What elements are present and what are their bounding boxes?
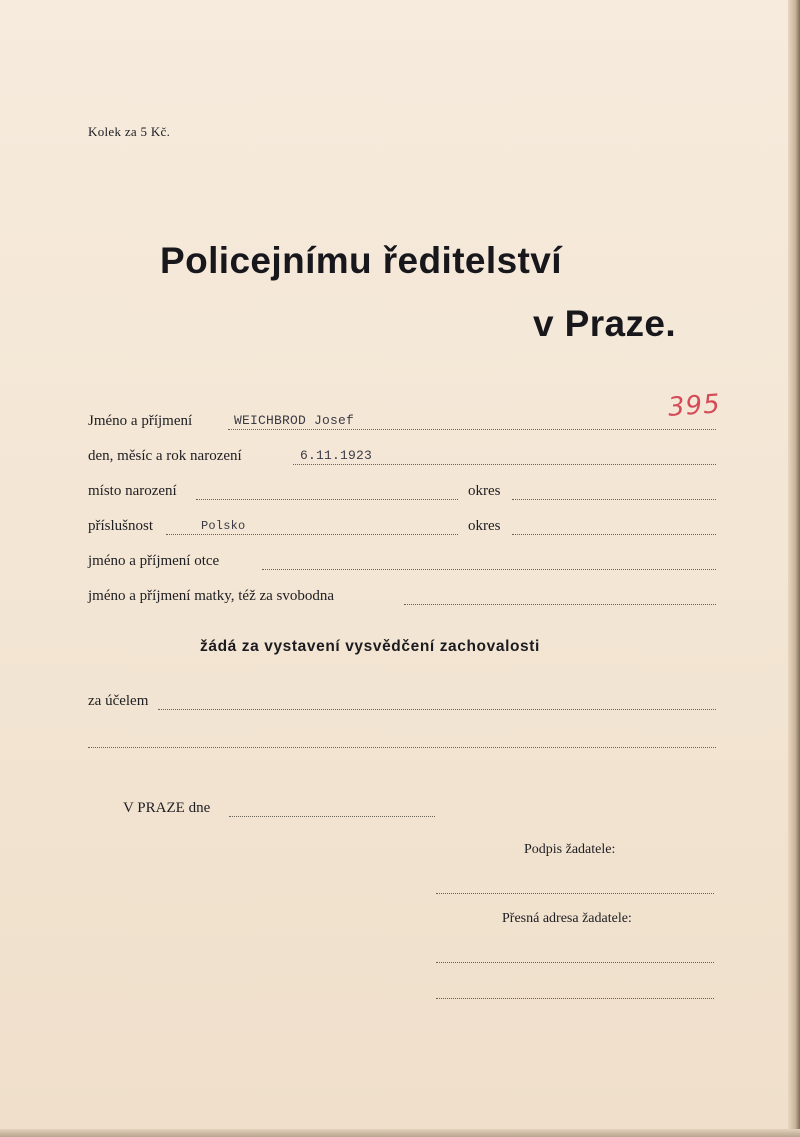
name-value: WEICHBROD Josef [234,413,355,428]
father-label: jméno a příjmení otce [88,553,220,569]
citizenship-label: příslušnost [88,518,154,534]
purpose-row [88,690,716,712]
name-line[interactable] [228,429,716,430]
birthplace-district-line[interactable] [512,499,716,500]
birthplace-label: místo narození [88,483,177,499]
mother-line[interactable] [404,604,716,605]
birthdate-value: 6.11.1923 [300,448,373,463]
purpose-label: za účelem [88,693,149,709]
citizenship-value: Polsko [201,519,246,533]
citizenship-district-label: okres [468,518,501,534]
name-label: Jméno a příjmení [88,413,193,429]
mother-row [88,585,716,607]
date-line[interactable] [229,816,435,817]
birthplace-district-label: okres [468,483,501,499]
request-statement: žádá za vystavení vysvědčení zachovalosti [200,638,540,655]
signature-line[interactable] [436,893,714,894]
birthplace-row [88,480,716,502]
birthplace-line[interactable] [196,499,458,500]
citizenship-district-line[interactable] [512,534,716,535]
paper-edge-right [788,0,800,1137]
name-row [88,410,716,432]
purpose-line[interactable] [158,709,716,710]
address-line-1[interactable] [436,962,714,963]
birthdate-row [88,445,716,467]
title-line-2: v Praze. [533,303,677,344]
purpose-row-2 [88,728,716,750]
address-line-2[interactable] [436,998,714,999]
stamp-fee-note: Kolek za 5 Kč. [88,124,171,139]
address-label: Přesná adresa žadatele: [502,911,632,926]
father-line[interactable] [262,569,716,570]
birthdate-label: den, měsíc a rok narození [88,448,242,464]
paper-edge-bottom [0,1129,800,1137]
father-row [88,550,716,572]
birthdate-line[interactable] [293,464,716,465]
title-line-1: Policejnímu ředitelství [160,240,562,281]
place-date-row [123,797,435,819]
place-date-label: V PRAZE dne [123,800,211,816]
citizenship-row [88,515,716,537]
handwritten-reference-number: 395 [667,389,722,423]
citizenship-line[interactable] [166,534,458,535]
mother-label: jméno a příjmení matky, též za svobodna [88,588,335,604]
purpose-line-2[interactable] [88,747,716,748]
signature-label: Podpis žadatele: [524,842,616,857]
